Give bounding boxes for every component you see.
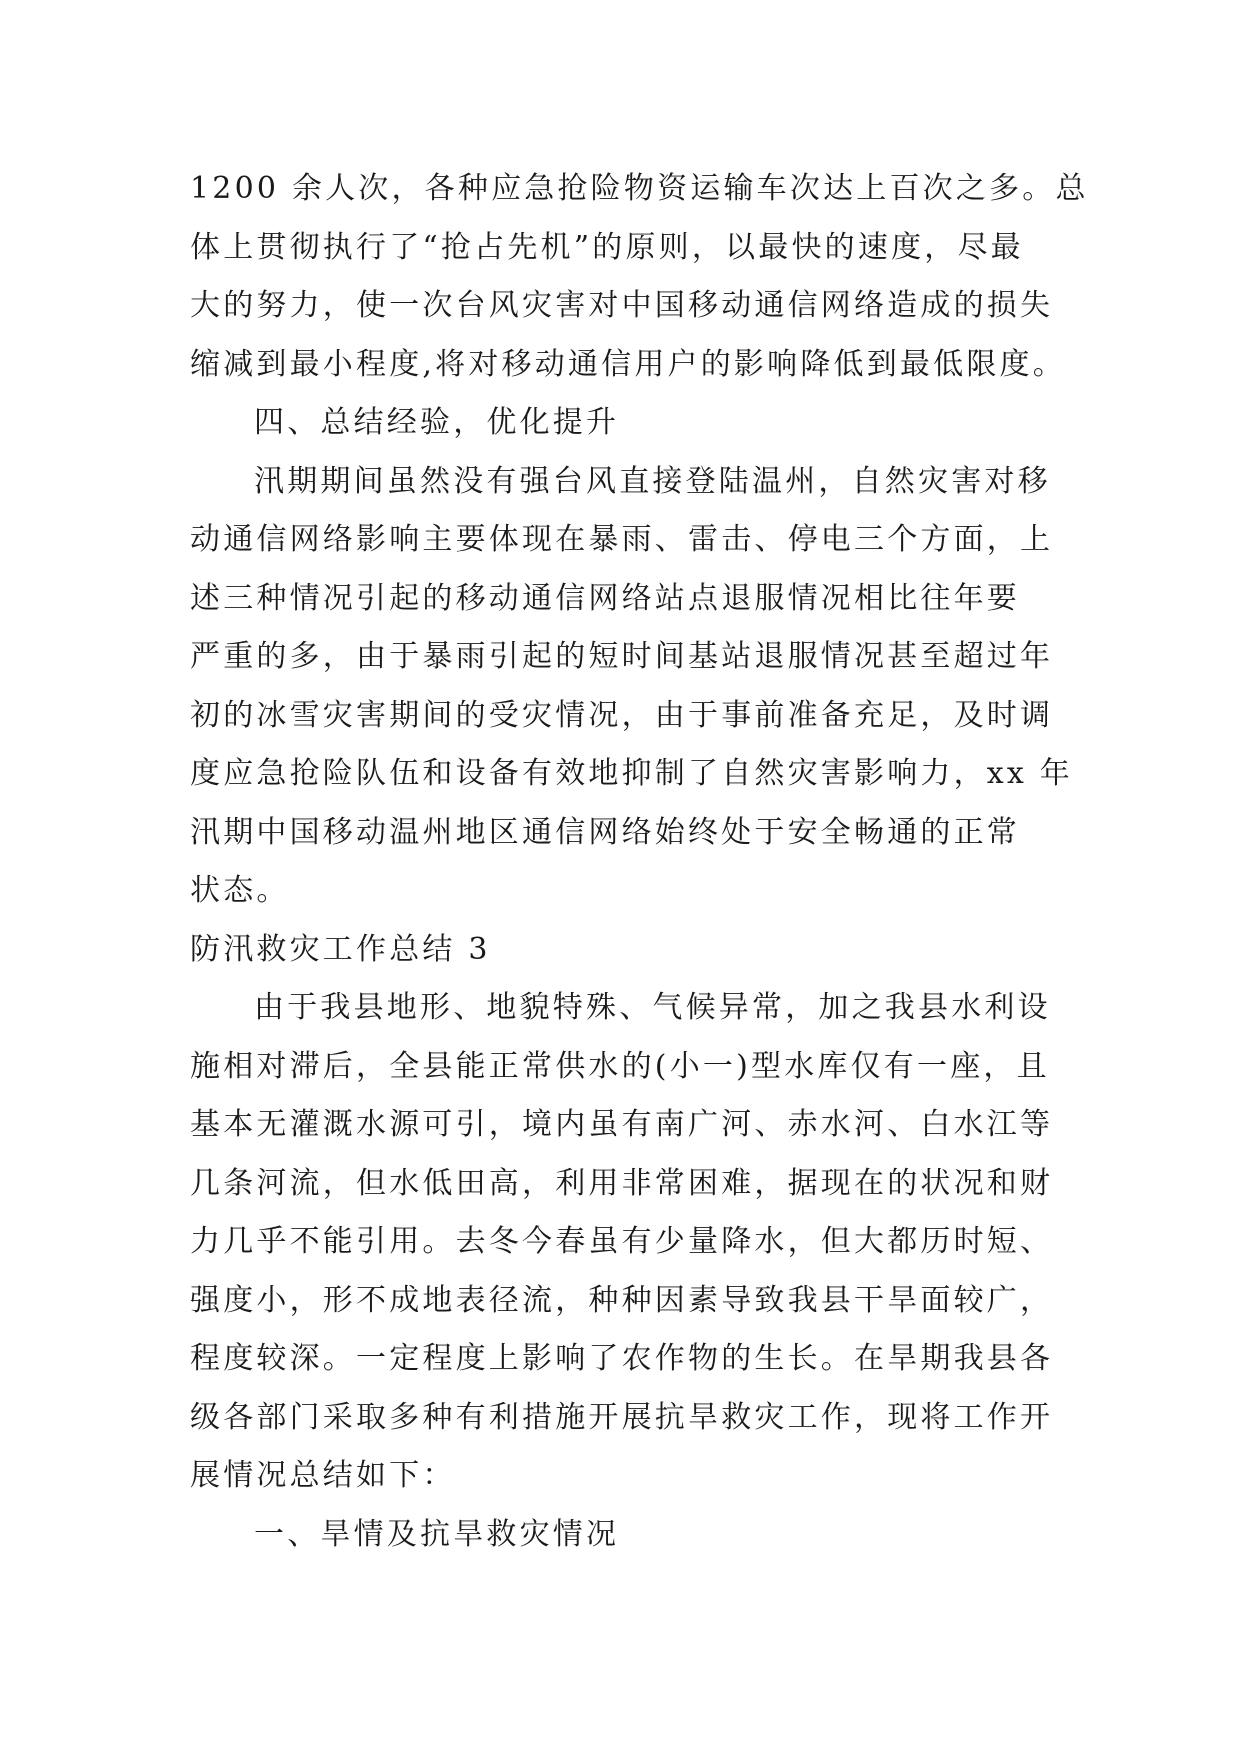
text-line: 几条河流，但水低田高，利用非常困难，据现在的状况和财 bbox=[190, 1165, 1054, 1201]
text-line: 体上贯彻执行了“抢占先机”的原则，以最快的速度，尽最 bbox=[190, 229, 1024, 265]
text-line: 基本无灌溉水源可引，境内虽有南广河、赤水河、白水江等 bbox=[190, 1107, 1054, 1142]
document-body bbox=[190, 160, 1089, 1564]
text-line: 状态。 bbox=[190, 873, 290, 908]
document-title: 防汛救灾工作总结 3 bbox=[190, 931, 491, 967]
text-line: 度应急抢险队伍和设备有效地抑制了自然灾害影响力，xx 年 bbox=[190, 756, 1073, 791]
text-line: 汛期期间虽然没有强台风直接登陆温州，自然灾害对移 bbox=[254, 463, 1051, 499]
text-line: 强度小，形不成地表径流，种种因素导致我县干旱面较广， bbox=[190, 1282, 1054, 1318]
text-line: 初的冰雪灾害期间的受灾情况，由于事前准备充足，及时调 bbox=[190, 697, 1054, 733]
text-line: 展情况总结如下： bbox=[190, 1458, 456, 1493]
text-line: 程度较深。一定程度上影响了农作物的生长。在旱期我县各 bbox=[190, 1341, 1054, 1376]
text-line: 大的努力，使一次台风灾害对中国移动通信网络造成的损失 bbox=[190, 288, 1054, 323]
text-line: 由于我县地形、地貌特殊、气候异常，加之我县水利设 bbox=[254, 990, 1051, 1025]
text-line: 述三种情况引起的移动通信网络站点退服情况相比往年要 bbox=[190, 580, 1020, 616]
section-heading: 一、旱情及抗旱救灾情况 bbox=[254, 1516, 620, 1552]
section-heading: 四、总结经验，优化提升 bbox=[254, 405, 620, 440]
text-line: 施相对滞后，全县能正常供水的(小一)型水库仅有一座，且 bbox=[190, 1048, 1050, 1084]
text-line: 严重的多，由于暴雨引起的短时间基站退服情况甚至超过年 bbox=[190, 639, 1054, 674]
text-line: 汛期中国移动温州地区通信网络始终处于安全畅通的正常 bbox=[190, 814, 1020, 850]
text-line: 缩减到最小程度,将对移动通信用户的影响降低到最低限度。 bbox=[190, 346, 1066, 382]
text-line: 级各部门采取多种有利措施开展抗旱救灾工作，现将工作开 bbox=[190, 1399, 1054, 1435]
text-line: 动通信网络影响主要体现在暴雨、雷击、停电三个方面，上 bbox=[190, 522, 1054, 557]
text-line: 力几乎不能引用。去冬今春虽有少量降水，但大都历时短、 bbox=[190, 1224, 1054, 1259]
text-line: 1200 余人次，各种应急抢险物资运输车次达上百次之多。总 bbox=[190, 171, 1089, 206]
